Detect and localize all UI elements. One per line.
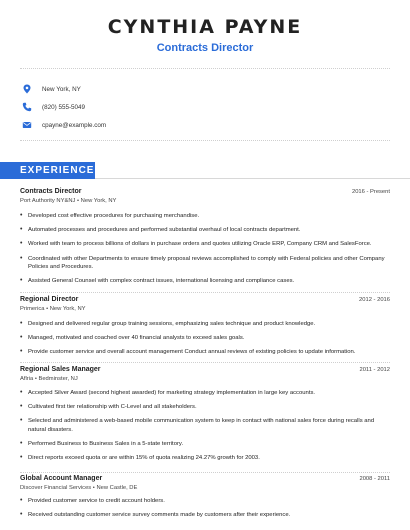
job-separator — [20, 472, 390, 473]
header-divider — [20, 68, 390, 69]
job-entry — [20, 475, 390, 491]
contact-location — [22, 84, 81, 94]
job-bullet: • Accepted Silver Award (second highest awarded) for marketing strategy implementation in large key accounts. — [20, 389, 390, 397]
contact-location-text: New York, NY — [42, 85, 81, 93]
job-company: Aflria • Bedminster, NJ — [20, 376, 78, 382]
job-company: Port Authority NY&NJ • New York, NY — [20, 198, 117, 204]
job-separator — [20, 362, 390, 363]
job-bullets — [20, 497, 390, 519]
job-title: Regional Director — [20, 296, 79, 303]
job-bullet: • Assisted General Counsel with complex contract issues, international licensing and compliance cases. — [20, 277, 390, 285]
job-entry — [20, 296, 390, 312]
job-bullet: • Automated processes and procedures and performed substantial overhaul of local contracts department. — [20, 226, 390, 234]
job-bullet: • Developed cost effective procedures for purchasing merchandise. — [20, 212, 390, 220]
job-title: Global Account Manager — [20, 475, 103, 482]
job-bullet: • Coordinated with other Departments to ensure timely proposal reviews accomplished to comply with Federal policies and other Company Policies and Procedures. — [20, 255, 390, 271]
job-bullets — [20, 320, 390, 357]
location-pin-icon — [22, 84, 32, 94]
experience-section-heading: EXPERIENCE — [0, 162, 95, 179]
job-company: Discover Financial Services • New Castle, DE — [20, 485, 138, 491]
job-dates: 2011 - 2012 — [359, 367, 390, 373]
job-company: Primerica • New York, NY — [20, 306, 86, 312]
job-dates: 2016 - Present — [351, 189, 390, 195]
job-entry — [20, 366, 390, 382]
contact-divider — [20, 140, 390, 141]
job-dates: 2008 - 2011 — [359, 476, 390, 482]
contact-email — [22, 120, 106, 130]
job-dates: 2012 - 2016 — [359, 297, 390, 303]
candidate-name: CYNTHIA PAYNE — [107, 16, 303, 38]
job-bullet: • Provided customer service to credit account holders. — [20, 497, 390, 505]
job-bullet: • Worked with team to process billions of dollars in purchase orders and quotes utilizing Oracle ERP, Company CRM and SalesForce. — [20, 240, 390, 248]
job-bullet: • Cultivated first tier relationship with C-Level and all stakeholders. — [20, 403, 390, 411]
contact-phone — [22, 102, 85, 112]
experience-section-rule — [95, 178, 410, 179]
phone-icon — [22, 102, 32, 112]
job-bullet: • Managed, motivated and coached over 40 financial analysts to exceed sales goals. — [20, 334, 390, 342]
envelope-icon — [22, 120, 32, 130]
job-bullets — [20, 389, 390, 462]
job-bullet: • Direct reports exceed quota or are within 15% of quota realizing 24.27% growth for 2003. — [20, 454, 390, 462]
contact-email-text: cpayne@example.com — [42, 121, 107, 129]
resume-header — [0, 0, 410, 54]
candidate-title: Contracts Director — [156, 42, 254, 54]
job-bullet: • Selected and administered a web-based mobile communication system to keep in contact with national sales force during recalls and natural disasters. — [20, 417, 390, 433]
job-bullet: • Designed and delivered regular group training sessions, emphasizing sales technique and product knowledge. — [20, 320, 390, 328]
job-bullet: • Performed Business to Business Sales in a 5-state territory. — [20, 440, 390, 448]
job-title: Regional Sales Manager — [20, 366, 101, 373]
job-title: Contracts Director — [20, 188, 82, 195]
job-bullet: • Provide customer service and overall account management Conduct annual reviews of existing policies to update information. — [20, 348, 390, 356]
job-separator — [20, 292, 390, 293]
job-bullet: • Received outstanding customer service survey comments made by customers after their experience. — [20, 511, 390, 519]
job-bullets — [20, 212, 390, 285]
contact-phone-text: (820) 555-5049 — [42, 103, 86, 111]
job-entry — [20, 188, 390, 204]
